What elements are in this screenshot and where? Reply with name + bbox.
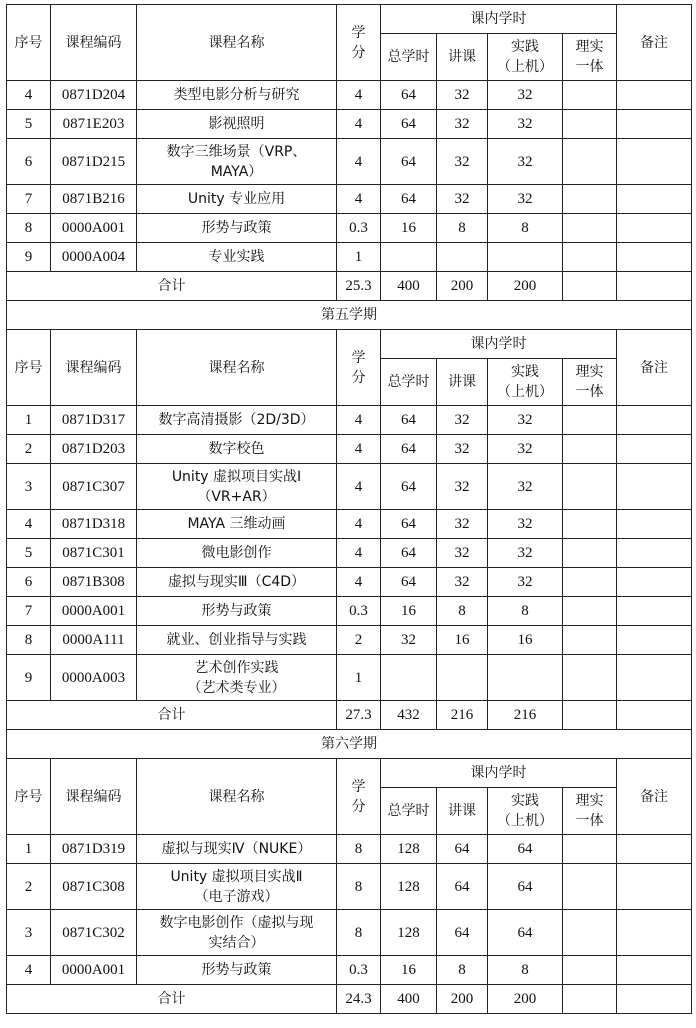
table-row	[7, 110, 692, 139]
cell-seq: 2	[7, 435, 51, 464]
total-hours: 432	[381, 701, 437, 730]
total-label: 合计	[7, 985, 337, 1014]
cell-code: 0871D203	[51, 435, 137, 464]
cell-lecture: 16	[437, 626, 488, 655]
cell-name: 数字三维场景（VRP、 MAYA）	[137, 139, 337, 185]
header-total: 总学时	[381, 788, 437, 835]
cell-total: 128	[381, 835, 437, 864]
total-integrated	[563, 701, 617, 730]
cell-practice: 32	[488, 406, 563, 435]
cell-remark	[617, 539, 692, 568]
cell-total: 64	[381, 185, 437, 214]
cell-integrated	[563, 214, 617, 243]
cell-remark	[617, 835, 692, 864]
total-remark	[617, 701, 692, 730]
cell-credit: 1	[337, 243, 381, 272]
cell-credit: 4	[337, 110, 381, 139]
cell-seq: 7	[7, 185, 51, 214]
total-integrated	[563, 272, 617, 301]
cell-name: 微电影创作	[137, 539, 337, 568]
cell-name: 数字高清摄影（2D/3D）	[137, 406, 337, 435]
cell-code: 0000A004	[51, 243, 137, 272]
cell-code: 0871C302	[51, 910, 137, 956]
cell-name: 就业、创业指导与实践	[137, 626, 337, 655]
cell-seq: 4	[7, 81, 51, 110]
cell-remark	[617, 655, 692, 701]
cell-seq: 8	[7, 626, 51, 655]
cell-practice: 64	[488, 864, 563, 910]
cell-practice: 32	[488, 185, 563, 214]
header-row-top	[7, 759, 692, 788]
cell-integrated	[563, 910, 617, 956]
table-row	[7, 214, 692, 243]
cell-practice: 32	[488, 139, 563, 185]
cell-code: 0000A111	[51, 626, 137, 655]
table-row	[7, 185, 692, 214]
cell-remark	[617, 864, 692, 910]
cell-integrated	[563, 110, 617, 139]
cell-name: 数字电影创作（虚拟与现 实结合）	[137, 910, 337, 956]
cell-code: 0871C307	[51, 464, 137, 510]
cell-lecture: 64	[437, 835, 488, 864]
cell-credit: 0.3	[337, 597, 381, 626]
cell-credit: 4	[337, 435, 381, 464]
cell-total: 64	[381, 568, 437, 597]
header-remark: 备注	[617, 759, 692, 835]
header-credit: 学 分	[337, 330, 381, 406]
header-code: 课程编码	[51, 759, 137, 835]
total-practice: 216	[488, 701, 563, 730]
cell-practice: 16	[488, 626, 563, 655]
total-lecture: 216	[437, 701, 488, 730]
cell-name: 艺术创作实践 （艺术类专业）	[137, 655, 337, 701]
cell-integrated	[563, 139, 617, 185]
cell-remark	[617, 185, 692, 214]
cell-seq: 4	[7, 510, 51, 539]
cell-remark	[617, 910, 692, 956]
cell-total: 128	[381, 910, 437, 956]
cell-remark	[617, 568, 692, 597]
cell-code: 0871D317	[51, 406, 137, 435]
cell-lecture: 32	[437, 406, 488, 435]
cell-integrated	[563, 435, 617, 464]
cell-remark	[617, 406, 692, 435]
cell-practice: 8	[488, 956, 563, 985]
cell-lecture	[437, 655, 488, 701]
cell-practice: 8	[488, 597, 563, 626]
table-row	[7, 406, 692, 435]
cell-name: 类型电影分析与研究	[137, 81, 337, 110]
cell-remark	[617, 139, 692, 185]
cell-remark	[617, 243, 692, 272]
header-lecture: 讲课	[437, 34, 488, 81]
cell-total: 64	[381, 435, 437, 464]
table-row	[7, 910, 692, 956]
cell-code: 0871D318	[51, 510, 137, 539]
cell-remark	[617, 626, 692, 655]
cell-lecture	[437, 243, 488, 272]
semester-title-row	[7, 301, 692, 330]
cell-total: 32	[381, 626, 437, 655]
header-hours: 课内学时	[381, 759, 617, 788]
cell-credit: 4	[337, 510, 381, 539]
cell-total: 64	[381, 539, 437, 568]
cell-integrated	[563, 539, 617, 568]
table-row	[7, 464, 692, 510]
cell-seq: 2	[7, 864, 51, 910]
cell-practice: 64	[488, 910, 563, 956]
cell-total: 64	[381, 464, 437, 510]
table-row	[7, 956, 692, 985]
cell-practice: 32	[488, 435, 563, 464]
header-name: 课程名称	[137, 759, 337, 835]
header-hours: 课内学时	[381, 5, 617, 34]
cell-code: 0871D215	[51, 139, 137, 185]
header-credit: 学 分	[337, 5, 381, 81]
cell-seq: 9	[7, 655, 51, 701]
table-row	[7, 626, 692, 655]
cell-seq: 6	[7, 139, 51, 185]
cell-total: 16	[381, 597, 437, 626]
cell-lecture: 32	[437, 510, 488, 539]
cell-integrated	[563, 597, 617, 626]
cell-code: 0871B308	[51, 568, 137, 597]
cell-code: 0000A003	[51, 655, 137, 701]
cell-name: 虚拟与现实Ⅳ（NUKE）	[137, 835, 337, 864]
cell-remark	[617, 81, 692, 110]
table-row	[7, 139, 692, 185]
cell-credit: 4	[337, 568, 381, 597]
header-integrated: 理实 一体	[563, 788, 617, 835]
cell-lecture: 8	[437, 956, 488, 985]
cell-name: Unity 虚拟项目实战Ⅰ （VR+AR）	[137, 464, 337, 510]
cell-integrated	[563, 626, 617, 655]
total-practice: 200	[488, 985, 563, 1014]
cell-code: 0000A001	[51, 214, 137, 243]
cell-code: 0000A001	[51, 956, 137, 985]
cell-name: MAYA 三维动画	[137, 510, 337, 539]
header-seq: 序号	[7, 330, 51, 406]
cell-code: 0871D204	[51, 81, 137, 110]
table-row	[7, 864, 692, 910]
cell-code: 0000A001	[51, 597, 137, 626]
cell-integrated	[563, 185, 617, 214]
cell-name: 虚拟与现实Ⅲ（C4D）	[137, 568, 337, 597]
cell-lecture: 32	[437, 139, 488, 185]
cell-practice: 32	[488, 568, 563, 597]
cell-remark	[617, 510, 692, 539]
cell-lecture: 64	[437, 864, 488, 910]
total-remark	[617, 985, 692, 1014]
cell-seq: 9	[7, 243, 51, 272]
header-code: 课程编码	[51, 330, 137, 406]
cell-total: 64	[381, 81, 437, 110]
cell-practice: 32	[488, 510, 563, 539]
header-remark: 备注	[617, 330, 692, 406]
cell-seq: 7	[7, 597, 51, 626]
cell-name: 形势与政策	[137, 956, 337, 985]
cell-lecture: 8	[437, 214, 488, 243]
total-lecture: 200	[437, 272, 488, 301]
cell-credit: 0.3	[337, 956, 381, 985]
cell-practice	[488, 655, 563, 701]
cell-code: 0871C301	[51, 539, 137, 568]
cell-name: 形势与政策	[137, 597, 337, 626]
cell-lecture: 64	[437, 910, 488, 956]
table-row	[7, 435, 692, 464]
cell-integrated	[563, 864, 617, 910]
table-row	[7, 655, 692, 701]
cell-credit: 4	[337, 464, 381, 510]
cell-remark	[617, 214, 692, 243]
header-lecture: 讲课	[437, 788, 488, 835]
cell-seq: 4	[7, 956, 51, 985]
cell-practice: 32	[488, 81, 563, 110]
total-row	[7, 272, 692, 301]
header-name: 课程名称	[137, 5, 337, 81]
cell-lecture: 8	[437, 597, 488, 626]
cell-integrated	[563, 655, 617, 701]
cell-name: 形势与政策	[137, 214, 337, 243]
header-practice: 实践 （上机）	[488, 34, 563, 81]
table-row	[7, 835, 692, 864]
cell-seq: 3	[7, 464, 51, 510]
cell-remark	[617, 956, 692, 985]
cell-integrated	[563, 510, 617, 539]
cell-total: 64	[381, 110, 437, 139]
cell-code: 0871B216	[51, 185, 137, 214]
header-hours: 课内学时	[381, 330, 617, 359]
cell-seq: 1	[7, 406, 51, 435]
cell-code: 0871D319	[51, 835, 137, 864]
cell-total: 64	[381, 406, 437, 435]
cell-lecture: 32	[437, 81, 488, 110]
cell-total: 64	[381, 139, 437, 185]
cell-credit: 4	[337, 185, 381, 214]
header-total: 总学时	[381, 34, 437, 81]
header-integrated: 理实 一体	[563, 34, 617, 81]
total-credit: 27.3	[337, 701, 381, 730]
course-schedule-document	[6, 4, 692, 1014]
cell-total: 16	[381, 956, 437, 985]
cell-integrated	[563, 243, 617, 272]
cell-integrated	[563, 835, 617, 864]
cell-total	[381, 655, 437, 701]
cell-seq: 5	[7, 110, 51, 139]
cell-lecture: 32	[437, 185, 488, 214]
header-integrated: 理实 一体	[563, 359, 617, 406]
cell-credit: 4	[337, 406, 381, 435]
header-practice: 实践 （上机）	[488, 788, 563, 835]
header-practice: 实践 （上机）	[488, 359, 563, 406]
cell-lecture: 32	[437, 464, 488, 510]
total-label: 合计	[7, 272, 337, 301]
header-lecture: 讲课	[437, 359, 488, 406]
cell-name: 影视照明	[137, 110, 337, 139]
cell-remark	[617, 435, 692, 464]
cell-practice: 32	[488, 464, 563, 510]
cell-lecture: 32	[437, 435, 488, 464]
header-code: 课程编码	[51, 5, 137, 81]
cell-code: 0871C308	[51, 864, 137, 910]
cell-name: Unity 专业应用	[137, 185, 337, 214]
header-row-top	[7, 5, 692, 34]
header-remark: 备注	[617, 5, 692, 81]
cell-credit: 8	[337, 835, 381, 864]
cell-credit: 4	[337, 81, 381, 110]
total-label: 合计	[7, 701, 337, 730]
cell-lecture: 32	[437, 539, 488, 568]
cell-name: 数字校色	[137, 435, 337, 464]
cell-lecture: 32	[437, 568, 488, 597]
total-hours: 400	[381, 985, 437, 1014]
cell-practice: 32	[488, 110, 563, 139]
semester-title-row	[7, 730, 692, 759]
cell-practice: 8	[488, 214, 563, 243]
course-schedule-table	[6, 4, 692, 1014]
cell-lecture: 32	[437, 110, 488, 139]
semester-title: 第六学期	[7, 730, 692, 759]
header-total: 总学时	[381, 359, 437, 406]
cell-credit: 2	[337, 626, 381, 655]
header-name: 课程名称	[137, 330, 337, 406]
cell-seq: 5	[7, 539, 51, 568]
total-remark	[617, 272, 692, 301]
cell-seq: 1	[7, 835, 51, 864]
cell-total	[381, 243, 437, 272]
table-row	[7, 510, 692, 539]
semester-title: 第五学期	[7, 301, 692, 330]
cell-seq: 8	[7, 214, 51, 243]
cell-seq: 6	[7, 568, 51, 597]
total-hours: 400	[381, 272, 437, 301]
cell-name: 专业实践	[137, 243, 337, 272]
cell-total: 16	[381, 214, 437, 243]
cell-practice	[488, 243, 563, 272]
cell-code: 0871E203	[51, 110, 137, 139]
cell-remark	[617, 110, 692, 139]
total-lecture: 200	[437, 985, 488, 1014]
cell-credit: 8	[337, 864, 381, 910]
table-row	[7, 597, 692, 626]
cell-credit: 8	[337, 910, 381, 956]
cell-credit: 0.3	[337, 214, 381, 243]
total-credit: 25.3	[337, 272, 381, 301]
cell-total: 64	[381, 510, 437, 539]
cell-remark	[617, 597, 692, 626]
cell-integrated	[563, 956, 617, 985]
cell-credit: 1	[337, 655, 381, 701]
cell-name: Unity 虚拟项目实战Ⅱ （电子游戏）	[137, 864, 337, 910]
cell-remark	[617, 464, 692, 510]
header-row-top	[7, 330, 692, 359]
cell-practice: 64	[488, 835, 563, 864]
header-credit: 学 分	[337, 759, 381, 835]
total-practice: 200	[488, 272, 563, 301]
semester-section-6	[7, 730, 692, 1014]
cell-credit: 4	[337, 139, 381, 185]
cell-practice: 32	[488, 539, 563, 568]
total-integrated	[563, 985, 617, 1014]
cell-integrated	[563, 81, 617, 110]
header-seq: 序号	[7, 759, 51, 835]
cell-seq: 3	[7, 910, 51, 956]
table-row	[7, 243, 692, 272]
semester-section-5	[7, 301, 692, 730]
cell-credit: 4	[337, 539, 381, 568]
total-row	[7, 985, 692, 1014]
total-credit: 24.3	[337, 985, 381, 1014]
semester-section-4	[7, 5, 692, 301]
cell-total: 128	[381, 864, 437, 910]
cell-integrated	[563, 568, 617, 597]
table-row	[7, 568, 692, 597]
table-row	[7, 81, 692, 110]
cell-integrated	[563, 406, 617, 435]
table-row	[7, 539, 692, 568]
header-seq: 序号	[7, 5, 51, 81]
cell-integrated	[563, 464, 617, 510]
total-row	[7, 701, 692, 730]
